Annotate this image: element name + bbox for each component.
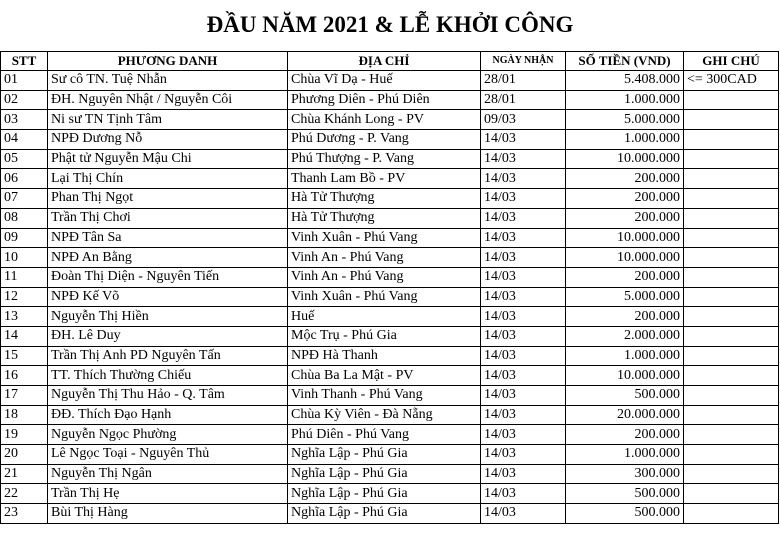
cell-stt: 15 bbox=[1, 346, 48, 366]
cell-stt: 17 bbox=[1, 386, 48, 406]
cell-stt: 13 bbox=[1, 307, 48, 327]
cell-date: 09/03 bbox=[481, 110, 566, 130]
cell-date: 14/03 bbox=[481, 169, 566, 189]
cell-stt: 03 bbox=[1, 110, 48, 130]
cell-name: Phan Thị Ngọt bbox=[48, 189, 288, 209]
table-row bbox=[1, 169, 779, 189]
cell-date: 14/03 bbox=[481, 149, 566, 169]
cell-amount: 10.000.000 bbox=[566, 366, 684, 386]
cell-name: Trần Thị Hẹ bbox=[48, 484, 288, 504]
cell-date: 14/03 bbox=[481, 228, 566, 248]
cell-name: Lại Thị Chín bbox=[48, 169, 288, 189]
cell-name: Nguyễn Thị Thu Hảo - Q. Tâm bbox=[48, 386, 288, 406]
cell-stt: 08 bbox=[1, 208, 48, 228]
table-row bbox=[1, 228, 779, 248]
cell-name: Bùi Thị Hàng bbox=[48, 504, 288, 524]
cell-date: 14/03 bbox=[481, 386, 566, 406]
cell-date: 14/03 bbox=[481, 248, 566, 268]
cell-stt: 02 bbox=[1, 90, 48, 110]
cell-address: Hà Tử Thượng bbox=[288, 208, 481, 228]
cell-address: Chùa Kỳ Viên - Đà Nẵng bbox=[288, 405, 481, 425]
cell-date: 14/03 bbox=[481, 208, 566, 228]
table-row bbox=[1, 405, 779, 425]
cell-name: Ni sư TN Tịnh Tâm bbox=[48, 110, 288, 130]
cell-name: Đoàn Thị Diện - Nguyên Tiến bbox=[48, 267, 288, 287]
cell-note bbox=[684, 307, 779, 327]
cell-address: Mộc Trụ - Phú Gia bbox=[288, 326, 481, 346]
cell-name: Sư cô TN. Tuệ Nhẫn bbox=[48, 71, 288, 91]
table-row bbox=[1, 110, 779, 130]
cell-address: Nghĩa Lập - Phú Gia bbox=[288, 464, 481, 484]
cell-note bbox=[684, 425, 779, 445]
cell-note bbox=[684, 484, 779, 504]
header-address: ĐỊA CHỈ bbox=[288, 52, 481, 71]
cell-name: Trần Thị Chơi bbox=[48, 208, 288, 228]
cell-amount: 300.000 bbox=[566, 464, 684, 484]
cell-address: Chùa Vĩ Dạ - Huế bbox=[288, 71, 481, 91]
cell-stt: 09 bbox=[1, 228, 48, 248]
cell-note bbox=[684, 228, 779, 248]
donation-table bbox=[0, 51, 779, 524]
cell-amount: 5.408.000 bbox=[566, 71, 684, 91]
header-name: PHƯƠNG DANH bbox=[48, 52, 288, 71]
table-row bbox=[1, 326, 779, 346]
cell-name: Trần Thị Anh PD Nguyên Tấn bbox=[48, 346, 288, 366]
cell-note bbox=[684, 287, 779, 307]
cell-stt: 06 bbox=[1, 169, 48, 189]
cell-amount: 200.000 bbox=[566, 189, 684, 209]
table-row bbox=[1, 189, 779, 209]
cell-name: NPĐ An Bằng bbox=[48, 248, 288, 268]
cell-stt: 05 bbox=[1, 149, 48, 169]
cell-amount: 1.000.000 bbox=[566, 90, 684, 110]
table-row bbox=[1, 90, 779, 110]
table-row bbox=[1, 484, 779, 504]
cell-stt: 22 bbox=[1, 484, 48, 504]
cell-amount: 5.000.000 bbox=[566, 110, 684, 130]
cell-stt: 21 bbox=[1, 464, 48, 484]
cell-address: Huế bbox=[288, 307, 481, 327]
cell-amount: 2.000.000 bbox=[566, 326, 684, 346]
page-title: ĐẦU NĂM 2021 & LỄ KHỞI CÔNG bbox=[206, 12, 574, 37]
table-row bbox=[1, 208, 779, 228]
cell-address: Phú Thượng - P. Vang bbox=[288, 149, 481, 169]
cell-note bbox=[684, 346, 779, 366]
cell-note bbox=[684, 130, 779, 150]
cell-name: ĐH. Lê Duy bbox=[48, 326, 288, 346]
cell-date: 14/03 bbox=[481, 366, 566, 386]
cell-amount: 1.000.000 bbox=[566, 445, 684, 465]
table-row bbox=[1, 149, 779, 169]
cell-note bbox=[684, 326, 779, 346]
cell-stt: 14 bbox=[1, 326, 48, 346]
table-row bbox=[1, 307, 779, 327]
cell-note bbox=[684, 149, 779, 169]
header-amount: SỐ TIỀN (VND) bbox=[566, 52, 684, 71]
cell-date: 14/03 bbox=[481, 326, 566, 346]
cell-stt: 23 bbox=[1, 504, 48, 524]
cell-date: 14/03 bbox=[481, 504, 566, 524]
cell-note bbox=[684, 90, 779, 110]
cell-amount: 500.000 bbox=[566, 386, 684, 406]
cell-stt: 20 bbox=[1, 445, 48, 465]
cell-address: Nghĩa Lập - Phú Gia bbox=[288, 445, 481, 465]
cell-address: Nghĩa Lập - Phú Gia bbox=[288, 484, 481, 504]
cell-name: Lê Ngọc Toại - Nguyên Thủ bbox=[48, 445, 288, 465]
table-row bbox=[1, 267, 779, 287]
cell-date: 14/03 bbox=[481, 425, 566, 445]
table-row bbox=[1, 445, 779, 465]
cell-name: Nguyễn Thị Hiền bbox=[48, 307, 288, 327]
cell-amount: 10.000.000 bbox=[566, 149, 684, 169]
cell-stt: 04 bbox=[1, 130, 48, 150]
cell-stt: 11 bbox=[1, 267, 48, 287]
cell-amount: 1.000.000 bbox=[566, 130, 684, 150]
cell-stt: 10 bbox=[1, 248, 48, 268]
cell-address: NPĐ Hà Thanh bbox=[288, 346, 481, 366]
cell-stt: 01 bbox=[1, 71, 48, 91]
table-row bbox=[1, 71, 779, 91]
cell-date: 14/03 bbox=[481, 346, 566, 366]
cell-date: 14/03 bbox=[481, 445, 566, 465]
cell-note bbox=[684, 169, 779, 189]
cell-name: NPĐ Kế Võ bbox=[48, 287, 288, 307]
cell-name: NPĐ Dương Nỗ bbox=[48, 130, 288, 150]
cell-name: NPĐ Tân Sa bbox=[48, 228, 288, 248]
cell-amount: 500.000 bbox=[566, 504, 684, 524]
cell-note bbox=[684, 504, 779, 524]
header-row bbox=[1, 52, 779, 71]
cell-note bbox=[684, 110, 779, 130]
cell-amount: 20.000.000 bbox=[566, 405, 684, 425]
cell-stt: 19 bbox=[1, 425, 48, 445]
cell-amount: 200.000 bbox=[566, 208, 684, 228]
cell-amount: 10.000.000 bbox=[566, 228, 684, 248]
cell-amount: 200.000 bbox=[566, 169, 684, 189]
cell-amount: 10.000.000 bbox=[566, 248, 684, 268]
table-row bbox=[1, 386, 779, 406]
table-row bbox=[1, 248, 779, 268]
cell-note bbox=[684, 464, 779, 484]
cell-address: Phú Dương - P. Vang bbox=[288, 130, 481, 150]
cell-name: TT. Thích Thường Chiếu bbox=[48, 366, 288, 386]
cell-stt: 07 bbox=[1, 189, 48, 209]
cell-date: 28/01 bbox=[481, 71, 566, 91]
cell-note bbox=[684, 267, 779, 287]
cell-amount: 200.000 bbox=[566, 307, 684, 327]
cell-address: Thanh Lam Bồ - PV bbox=[288, 169, 481, 189]
cell-stt: 12 bbox=[1, 287, 48, 307]
cell-date: 14/03 bbox=[481, 287, 566, 307]
cell-name: ĐH. Nguyên Nhật / Nguyễn Côi bbox=[48, 90, 288, 110]
cell-address: Hà Tử Thượng bbox=[288, 189, 481, 209]
cell-amount: 200.000 bbox=[566, 267, 684, 287]
table-row bbox=[1, 504, 779, 524]
cell-date: 14/03 bbox=[481, 189, 566, 209]
cell-stt: 16 bbox=[1, 366, 48, 386]
cell-address: Vinh Xuân - Phú Vang bbox=[288, 287, 481, 307]
cell-note bbox=[684, 405, 779, 425]
cell-date: 28/01 bbox=[481, 90, 566, 110]
cell-amount: 5.000.000 bbox=[566, 287, 684, 307]
table-row bbox=[1, 287, 779, 307]
table-body bbox=[1, 71, 779, 524]
cell-stt: 18 bbox=[1, 405, 48, 425]
cell-address: Vinh An - Phú Vang bbox=[288, 248, 481, 268]
cell-name: ĐĐ. Thích Đạo Hạnh bbox=[48, 405, 288, 425]
cell-name: Phật tử Nguyễn Mậu Chi bbox=[48, 149, 288, 169]
cell-address: Vinh Thanh - Phú Vang bbox=[288, 386, 481, 406]
cell-note bbox=[684, 248, 779, 268]
table-row bbox=[1, 130, 779, 150]
cell-note bbox=[684, 386, 779, 406]
cell-address: Chùa Khánh Long - PV bbox=[288, 110, 481, 130]
cell-address: Chùa Ba La Mật - PV bbox=[288, 366, 481, 386]
cell-date: 14/03 bbox=[481, 405, 566, 425]
table-row bbox=[1, 425, 779, 445]
cell-address: Nghĩa Lập - Phú Gia bbox=[288, 504, 481, 524]
cell-date: 14/03 bbox=[481, 130, 566, 150]
cell-note: <= 300CAD bbox=[684, 71, 779, 91]
cell-date: 14/03 bbox=[481, 307, 566, 327]
header-note: GHI CHÚ bbox=[684, 52, 779, 71]
cell-address: Phương Diên - Phú Diên bbox=[288, 90, 481, 110]
cell-note bbox=[684, 366, 779, 386]
header-date: NGÀY NHẬN bbox=[481, 52, 566, 71]
table-row bbox=[1, 366, 779, 386]
cell-date: 14/03 bbox=[481, 484, 566, 504]
cell-address: Vinh Xuân - Phú Vang bbox=[288, 228, 481, 248]
cell-note bbox=[684, 189, 779, 209]
header-stt: STT bbox=[1, 52, 48, 71]
cell-name: Nguyễn Ngọc Phường bbox=[48, 425, 288, 445]
cell-amount: 1.000.000 bbox=[566, 346, 684, 366]
cell-amount: 200.000 bbox=[566, 425, 684, 445]
cell-name: Nguyễn Thị Ngân bbox=[48, 464, 288, 484]
cell-address: Vinh An - Phú Vang bbox=[288, 267, 481, 287]
cell-amount: 500.000 bbox=[566, 484, 684, 504]
cell-date: 14/03 bbox=[481, 267, 566, 287]
cell-note bbox=[684, 445, 779, 465]
cell-address: Phú Diên - Phú Vang bbox=[288, 425, 481, 445]
table-row bbox=[1, 464, 779, 484]
table-row bbox=[1, 346, 779, 366]
cell-note bbox=[684, 208, 779, 228]
cell-date: 14/03 bbox=[481, 464, 566, 484]
